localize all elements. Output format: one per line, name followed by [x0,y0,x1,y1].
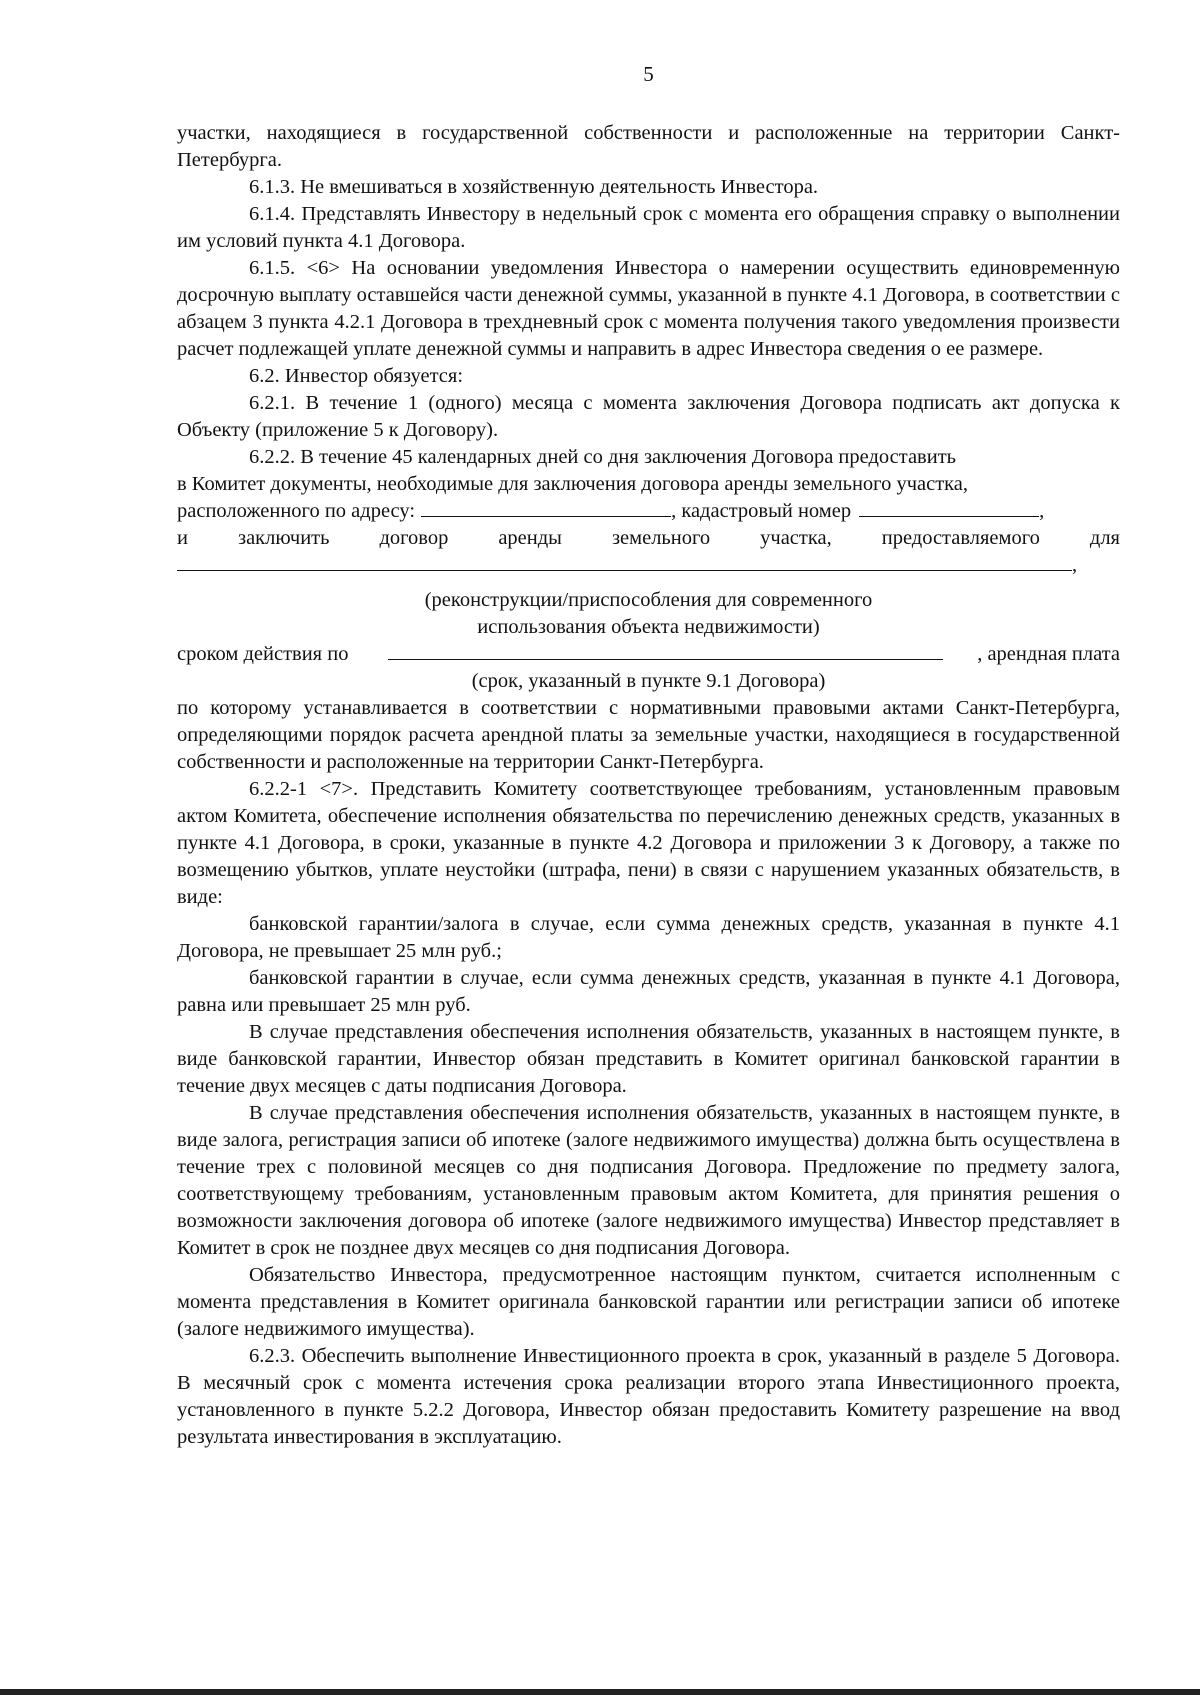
purpose-line [177,552,1120,579]
lease-word: земельного [611,527,711,549]
pledge-paragraph: В случае представления обеспечения исполнения обязательств, указанных в настоящем пункте, в виде залога, регистрация записи об ипотеке (залоге недвижимого имущества) должна быть осуществлена в течение трех с половиной месяцев со дня подписания Договора. Предложение по предмету залога, соответствующему требованиям, установленным правовым актом Комитета, для принятия решения о возможности заключения договора об ипотеке (залоге недвижимого имущества) Инвестор представляет в Комитет в срок не позднее двух месяцев со дня подписания Договора. [177,1102,1120,1259]
paragraph-6-2-2-tail: по которому устанавливается в соответствии с нормативными правовыми актами Санкт-Петербурга, определяющими порядок расчета арендной платы за земельные участки, находящиеся в государственной собственности и расположенные на территории Санкт-Петербурга. [177,697,1120,773]
address-label: расположенного по адресу: [177,500,416,522]
lease-word: для [1089,527,1120,549]
lease-words-line [177,525,1120,552]
lease-word: участка, [760,527,832,549]
purpose-comma: , [1072,554,1078,576]
bank-guarantee-item: банковской гарантии в случае, если сумма денежных средств, указанная в пункте 4.1 Договора, равна или превышает 25 млн руб. [177,967,1120,1016]
term-line [177,641,1120,668]
purpose-caption [177,587,1120,641]
cadastral-number-blank[interactable] [859,498,1039,517]
paragraph-6-1-3: 6.1.3. Не вмешиваться в хозяйственную деятельность Инвестора. [249,176,819,198]
paragraph-6-2-3: 6.2.3. Обеспечить выполнение Инвестиционного проекта в срок, указанный в разделе 5 Договора. В месячный срок с момента истечения срока реализации второго этапа Инвестиционного проекта, установленного в пункте 5.2.2 Договора, Инвестор обязан предоставить Комитету разрешение на ввод результата инвестирования в эксплуатацию. [177,1345,1120,1448]
term-caption: (срок, указанный в пункте 9.1 Договора) [471,670,826,692]
lease-word: заключить [237,527,330,549]
purpose-blank[interactable] [177,552,1072,571]
cadastral-label: , кадастровый номер [671,500,852,522]
address-line [177,498,1120,525]
term-blank[interactable] [388,641,943,660]
cadastral-comma: , [1039,500,1045,522]
paragraph-6-2-2-line2-text: в Комитет документы, необходимые для заключения договора аренды земельного участка, [177,473,969,495]
lease-word: и [177,527,188,549]
paragraph-6-2: 6.2. Инвестор обязуется: [249,365,464,387]
obligation-paragraph: Обязательство Инвестора, предусмотренное настоящим пунктом, считается исполненным с момента представления в Комитет оригинала банковской гарантии или регистрации записи об ипотеке (залоге недвижимого имущества). [177,1264,1120,1340]
bank-guarantee-pledge-item: банковской гарантии/залога в случае, если сумма денежных средств, указанная в пункте 4.1 Договора, не превышает 25 млн руб.; [177,913,1120,962]
paragraph-6-2-2-line2 [177,471,1120,498]
paragraph-6-2-2-line1-text: 6.2.2. В течение 45 календарных дней со дня заключения Договора предоставить [249,446,957,468]
paragraph-intro: участки, находящиеся в государственной собственности и расположенные на территории Санкт-Петербурга. [177,122,1120,171]
paragraph-6-2-2-line1 [177,444,1120,471]
paragraph-6-2-2-1: 6.2.2-1 <7>. Представить Комитету соответствующее требованиям, установленным правовым актом Комитета, обеспечение исполнения обязательства по перечислению денежных средств, указанных в пункте 4.1 Договора, в сроки, указанные в пункте 4.2 Договора и приложении 3 к Договору, а также по возмещению убытков, уплате неустойки (штрафа, пени) в связи с нарушением указанных обязательств, в виде: [177,778,1120,908]
paragraph-6-2-1: 6.2.1. В течение 1 (одного) месяца с момента заключения Договора подписать акт допуска к Объекту (приложение 5 к Договору). [177,392,1120,441]
scan-bottom-edge [0,1689,1200,1695]
lease-word: аренды [498,527,562,549]
rent-label: , арендная плата [977,643,1120,665]
term-label: сроком действия по [177,643,349,665]
lease-word: предоставляемого [881,527,1040,549]
purpose-caption-line1: (реконструкции/приспособления для современного [424,589,873,611]
paragraph-6-1-4: 6.1.4. Представлять Инвестору в недельный срок с момента его обращения справку о выполнении им условий пункта 4.1 Договора. [177,203,1120,252]
document-body [177,120,1120,1451]
address-blank[interactable] [421,498,671,517]
purpose-caption-line2: использования объекта недвижимости) [477,616,820,638]
paragraph-6-2-2 [177,444,1120,776]
page-number: 5 [643,62,654,86]
lease-word: договор [379,527,449,549]
guarantee-paragraph: В случае представления обеспечения исполнения обязательств, указанных в настоящем пункте, в виде банковской гарантии, Инвестор обязан представить в Комитет оригинал банковской гарантии в течение двух месяцев с даты подписания Договора. [177,1021,1120,1097]
paragraph-6-1-5: 6.1.5. <6> На основании уведомления Инвестора о намерении осуществить единовременную досрочную выплату оставшейся части денежной суммы, указанной в пункте 4.1 Договора, в соответствии с абзацем 3 пункта 4.2.1 Договора в трехдневный срок с момента получения такого уведомления произвести расчет подлежащей уплате денежной суммы и направить в адрес Инвестора сведения о ее размере. [177,257,1120,360]
